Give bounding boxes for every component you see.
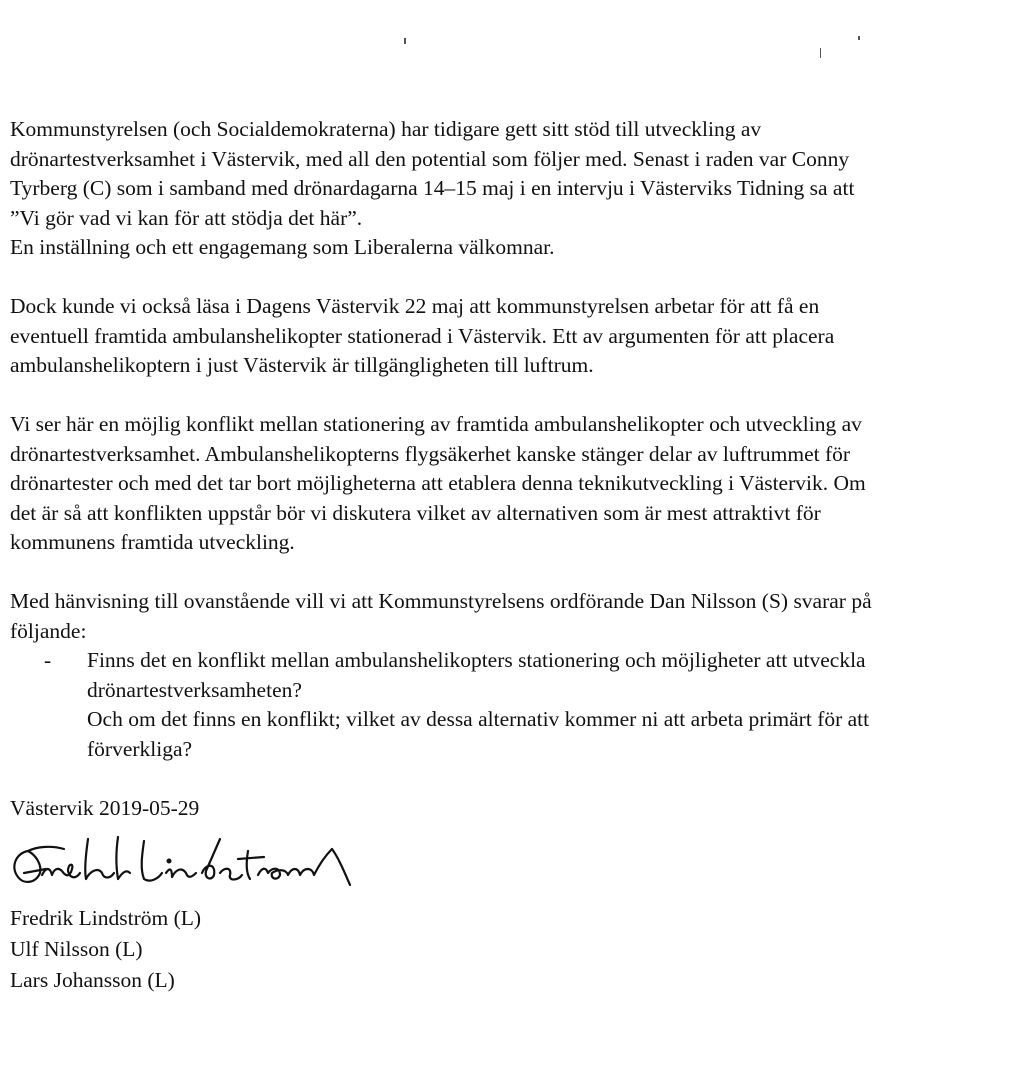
- paragraph-1: Kommunstyrelsen (och Socialdemokraterna) har tidigare gett sitt stöd till utveckling av drönartestverksamhet i Västervik, med all den potential som följer med. Senast i raden var Conny Tyrberg (C) som i samband med drönardagarna 14–15 maj i en intervju i Västerviks Tidning sa att ”Vi gör vad vi kan för att stödja det här”. En inställning och ett engagemang som Liberalerna välkomnar.: [10, 117, 855, 259]
- signer-name: Ulf Nilsson (L): [10, 937, 143, 961]
- scan-artifact-corner: [858, 36, 860, 40]
- handwritten-signature: [6, 833, 366, 899]
- document-page: [10, 115, 1020, 996]
- question-text: Finns det en konflikt mellan ambulanshelikopters stationering och möjligheter att utveckla drönartestverksamheten? Och om det finns en konflikt; vilket av dessa alternativ kommer ni att arbeta primärt för att förverkliga?: [87, 648, 870, 761]
- scan-artifact-top: [404, 38, 406, 44]
- signer-name: Lars Johansson (L): [10, 968, 175, 992]
- scan-artifact-top-right: [820, 48, 821, 58]
- date-line: Västervik 2019-05-29: [10, 795, 200, 820]
- signer-list: [10, 903, 1020, 996]
- question-list-item: [10, 646, 1020, 764]
- paragraph-2: Dock kunde vi också läsa i Dagens Västervik 22 maj att kommunstyrelsen arbetar för att få en eventuell framtida ambulanshelikopter stationerad i Västervik. Ett av argumenten för att placera ambulanshelikoptern i just Västervik är tillgängligheten till luftrum.: [10, 294, 835, 377]
- paragraph-3: Vi ser här en möjlig konflikt mellan stationering av framtida ambulanshelikopter och utveckling av drönartestverksamhet. Ambulanshelikopterns flygsäkerhet kanske stänger delar av luftrummet för drönartester och med det tar bort möjligheterna att etablera denna teknikutveckling i Västervik. Om det är så att konflikten uppstår bör vi diskutera vilket av alternativen som är mest attraktivt för kommunens framtida utveckling.: [10, 412, 866, 554]
- bullet-marker: -: [44, 648, 52, 672]
- paragraph-4: Med hänvisning till ovanstående vill vi att Kommunstyrelsens ordförande Dan Nilsson (S) svarar på följande:: [10, 589, 872, 643]
- signer-name: Fredrik Lindström (L): [10, 906, 202, 930]
